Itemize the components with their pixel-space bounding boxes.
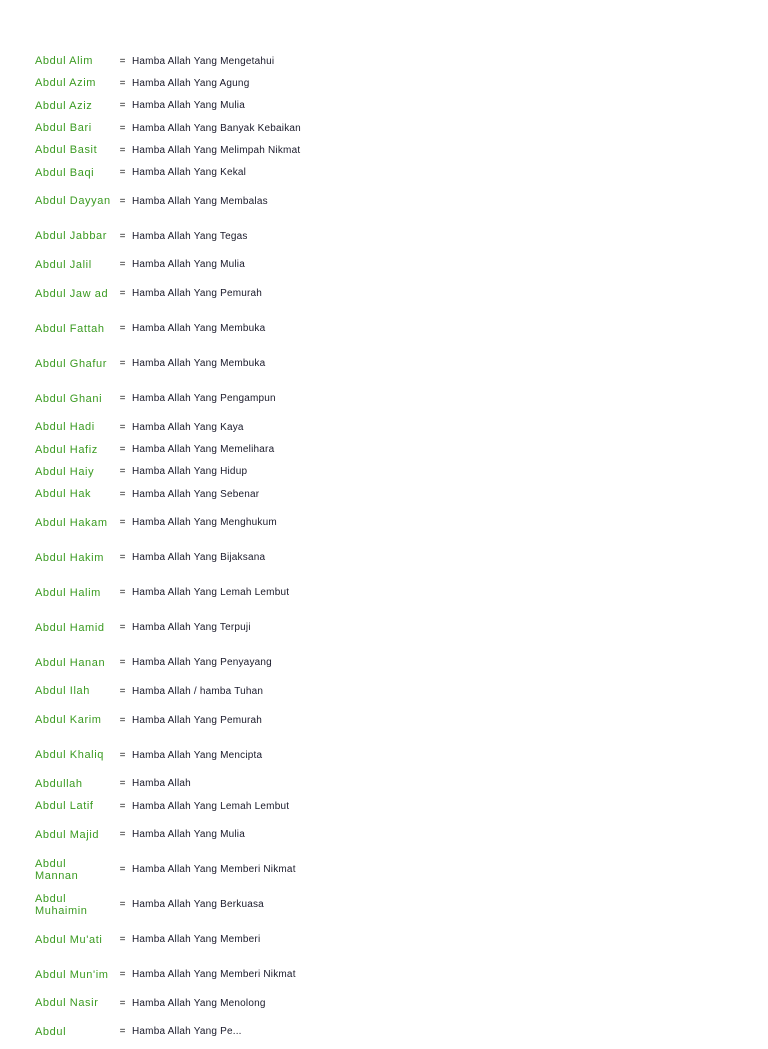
equals-sign: = <box>119 77 126 89</box>
table-row <box>35 161 355 183</box>
meaning-cell: Hamba Allah Yang Lemah Lembut <box>132 587 290 599</box>
meaning-cell: Hamba Allah Yang Mencipta <box>132 749 263 761</box>
table-row <box>35 505 355 540</box>
meaning-cell: Hamba Allah Yang Terpuji <box>132 622 251 634</box>
table-row <box>35 852 355 887</box>
meaning-cell: Hamba Allah Yang Bijaksana <box>132 552 266 564</box>
equals-sign: = <box>119 657 126 669</box>
name-cell: Abdul Mu'ati <box>35 933 103 946</box>
table-row <box>35 795 355 817</box>
table-row <box>35 575 355 610</box>
equals-sign: = <box>119 444 126 456</box>
meaning-cell: Hamba Allah Yang Menolong <box>132 997 266 1009</box>
name-cell: Abdul Majid <box>35 828 100 841</box>
equals-sign: = <box>119 466 126 478</box>
meaning-cell: Hamba Allah Yang Memberi <box>132 934 261 946</box>
name-cell: Abdul Hadi <box>35 421 95 434</box>
table-row <box>35 922 355 957</box>
meaning-cell: Hamba Allah Yang Mengetahui <box>132 55 275 67</box>
name-cell: Abdul Halim <box>35 586 101 599</box>
name-cell: Abdullah <box>35 777 83 790</box>
meaning-cell: Hamba Allah Yang Kekal <box>132 167 247 179</box>
meaning-cell: Hamba Allah Yang Membuka <box>132 358 266 370</box>
table-row <box>35 438 355 460</box>
name-cell: Abdul Haiy <box>35 465 95 478</box>
meaning-cell: Hamba Allah Yang Pengampun <box>132 393 276 405</box>
table-row <box>35 184 355 219</box>
name-cell: Abdul Karim <box>35 714 102 727</box>
name-cell: Abdul Bari <box>35 122 92 135</box>
equals-sign: = <box>119 587 126 599</box>
name-cell: Abdul Ghani <box>35 392 103 405</box>
meaning-cell: Hamba Allah Yang Berkuasa <box>132 899 264 911</box>
name-cell: Abdul Hakam <box>35 516 108 529</box>
meaning-cell: Hamba Allah Yang Membalas <box>132 195 268 207</box>
name-cell: Abdul Basit <box>35 144 98 157</box>
name-cell: Abdul Azim <box>35 77 97 90</box>
table-row <box>35 72 355 94</box>
equals-sign: = <box>119 899 126 911</box>
equals-sign: = <box>119 100 126 112</box>
table-row <box>35 346 355 381</box>
meaning-cell: Hamba Allah Yang Lemah Lembut <box>132 800 290 812</box>
meaning-cell: Hamba Allah Yang Pemurah <box>132 714 263 726</box>
table-row <box>35 95 355 117</box>
meaning-cell: Hamba Allah Yang Pe... <box>132 1026 242 1038</box>
table-row <box>35 992 355 1014</box>
table-row <box>35 703 355 738</box>
equals-sign: = <box>119 969 126 981</box>
name-cell: Abdul Mun'im <box>35 968 109 981</box>
equals-sign: = <box>119 259 126 271</box>
equals-sign: = <box>119 517 126 529</box>
table-row <box>35 254 355 276</box>
name-cell: Abdul Ilah <box>35 685 90 698</box>
name-cell: Abdul Aziz <box>35 99 93 112</box>
equals-sign: = <box>119 144 126 156</box>
meaning-cell: Hamba Allah / hamba Tuhan <box>132 685 264 697</box>
name-cell: Abdul Mannan <box>35 857 79 882</box>
table-row <box>35 50 355 72</box>
equals-sign: = <box>119 288 126 300</box>
table-row <box>35 483 355 505</box>
equals-sign: = <box>119 749 126 761</box>
equals-sign: = <box>119 421 126 433</box>
meaning-cell: Hamba Allah Yang Mulia <box>132 259 245 271</box>
name-cell: Abdul Hak <box>35 488 92 501</box>
meaning-cell: Hamba Allah Yang Memberi Nikmat <box>132 969 296 981</box>
equals-sign: = <box>119 358 126 370</box>
equals-sign: = <box>119 622 126 634</box>
equals-sign: = <box>119 1026 126 1038</box>
equals-sign: = <box>119 829 126 841</box>
meaning-cell: Hamba Allah Yang Hidup <box>132 466 248 478</box>
equals-sign: = <box>119 685 126 697</box>
name-cell: Abdul Dayyan <box>35 195 111 208</box>
meaning-cell: Hamba Allah Yang Pemurah <box>132 288 263 300</box>
meaning-cell: Hamba Allah Yang Memberi Nikmat <box>132 864 296 876</box>
table-row <box>35 219 355 254</box>
name-cell: Abdul Hanan <box>35 656 106 669</box>
equals-sign: = <box>119 997 126 1009</box>
meaning-cell: Hamba Allah Yang Penyayang <box>132 657 272 669</box>
name-cell: Abdul Hakim <box>35 551 104 564</box>
table-row <box>35 540 355 575</box>
table-row <box>35 610 355 645</box>
name-cell: Abdul Hamid <box>35 621 105 634</box>
name-cell: Abdul Jabbar <box>35 230 108 243</box>
table-row <box>35 773 355 795</box>
name-cell: Abdul Nasir <box>35 997 99 1010</box>
name-cell: Abdul Alim <box>35 55 93 68</box>
meaning-cell: Hamba Allah Yang Membuka <box>132 323 266 335</box>
meaning-cell: Hamba Allah <box>132 778 191 790</box>
equals-sign: = <box>119 122 126 134</box>
meaning-cell: Hamba Allah Yang Melimpah Nikmat <box>132 144 301 156</box>
table-row <box>35 1014 355 1049</box>
equals-sign: = <box>119 552 126 564</box>
table-row <box>35 957 355 992</box>
equals-sign: = <box>119 714 126 726</box>
table-row <box>35 461 355 483</box>
equals-sign: = <box>119 778 126 790</box>
meaning-cell: Hamba Allah Yang Mulia <box>132 829 245 841</box>
equals-sign: = <box>119 864 126 876</box>
table-row <box>35 416 355 438</box>
name-cell: Abdul Baqi <box>35 166 95 179</box>
name-cell: Abdul Jaw ad <box>35 287 109 300</box>
name-cell: Abdul Hafiz <box>35 443 98 456</box>
meaning-cell: Hamba Allah Yang Menghukum <box>132 517 277 529</box>
name-cell: Abdul Fattah <box>35 322 105 335</box>
table-row <box>35 139 355 161</box>
table-row <box>35 117 355 139</box>
name-cell: Abdul Ghafur <box>35 357 108 370</box>
equals-sign: = <box>119 167 126 179</box>
name-cell: Abdul <box>35 1025 67 1038</box>
meaning-cell: Hamba Allah Yang Tegas <box>132 230 248 242</box>
table-row <box>35 645 355 680</box>
table-row <box>35 381 355 416</box>
meaning-cell: Hamba Allah Yang Kaya <box>132 421 244 433</box>
table-row <box>35 887 355 922</box>
equals-sign: = <box>119 934 126 946</box>
meaning-cell: Hamba Allah Yang Memelihara <box>132 444 275 456</box>
meaning-cell: Hamba Allah Yang Agung <box>132 77 250 89</box>
meaning-cell: Hamba Allah Yang Sebenar <box>132 488 260 500</box>
equals-sign: = <box>119 195 126 207</box>
table-row <box>35 738 355 773</box>
equals-sign: = <box>119 230 126 242</box>
name-cell: Abdul Jalil <box>35 258 92 271</box>
equals-sign: = <box>119 323 126 335</box>
table-row <box>35 311 355 346</box>
equals-sign: = <box>119 55 126 67</box>
equals-sign: = <box>119 488 126 500</box>
equals-sign: = <box>119 800 126 812</box>
name-meaning-table <box>35 50 355 1049</box>
name-cell: Abdul Khaliq <box>35 749 104 762</box>
meaning-cell: Hamba Allah Yang Mulia <box>132 100 245 112</box>
table-row <box>35 680 355 702</box>
name-cell: Abdul Latif <box>35 800 94 812</box>
equals-sign: = <box>119 393 126 405</box>
name-cell: Abdul Muhaimin <box>35 892 88 917</box>
meaning-cell: Hamba Allah Yang Banyak Kebaikan <box>132 122 301 134</box>
table-row <box>35 276 355 311</box>
table-row <box>35 817 355 852</box>
